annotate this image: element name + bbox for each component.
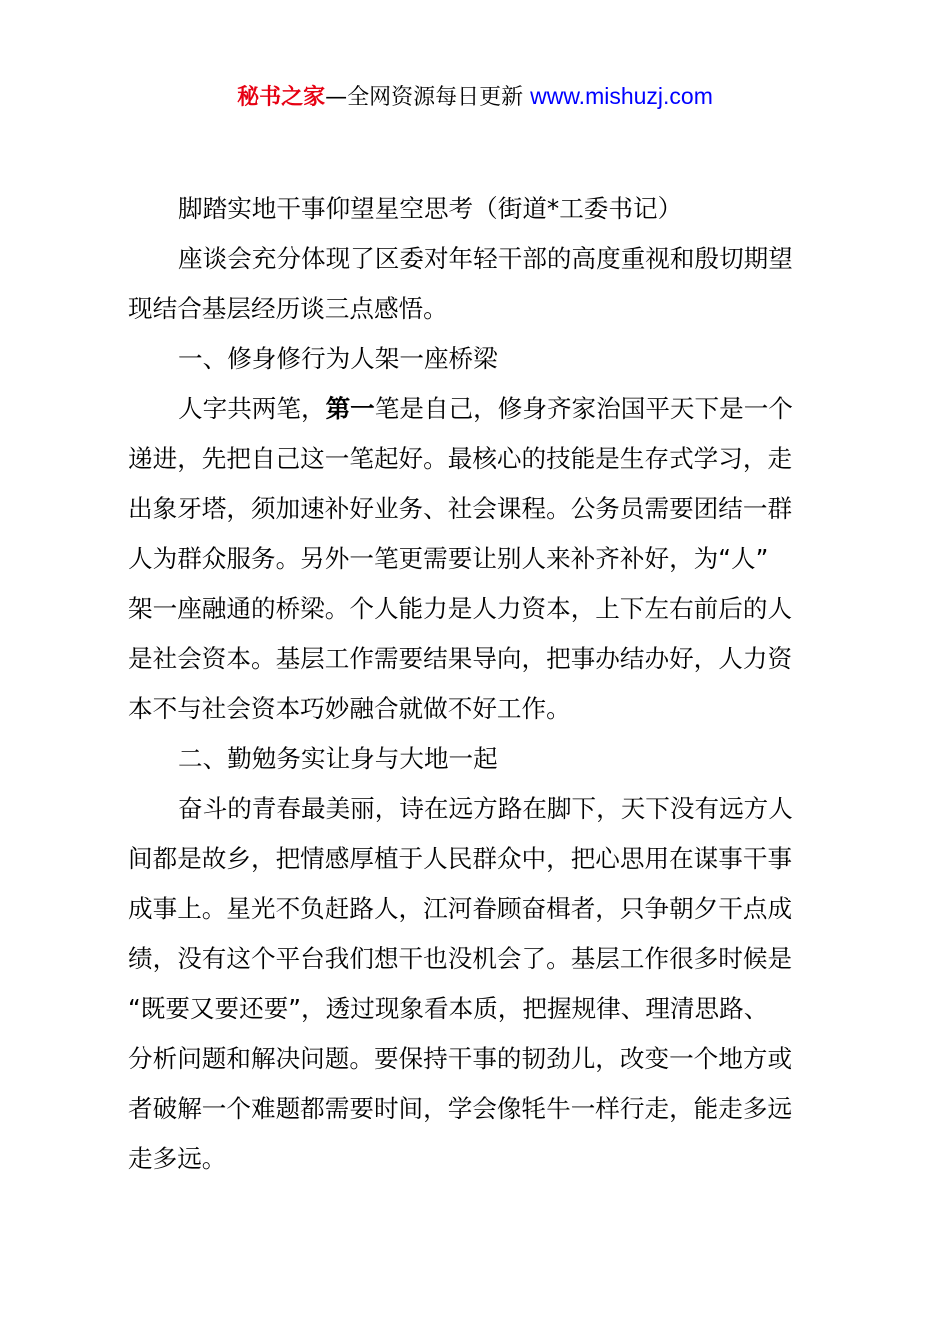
section-1-line-1-post: 笔是自己，修身齐家治国平天下是一个: [374, 394, 793, 423]
section-1-line-7: 本不与社会资本巧妙融合就做不好工作。: [128, 694, 571, 723]
section-2-line-8: 走多远。: [128, 1144, 227, 1173]
section-2-heading: 二、勤勉务实让身与大地一起: [178, 744, 498, 773]
section-1-line-1: [128, 384, 834, 434]
site-header: [0, 80, 950, 114]
section-1-paragraph: [128, 384, 834, 734]
section-2-line-6: 分析问题和解决问题。要保持干事的韧劲儿，改变一个地方或: [128, 1044, 793, 1073]
intro-line-2: 现结合基层经历谈三点感悟。: [128, 294, 448, 323]
section-2-line-5: “既要又要还要”，透过现象看本质，把握规律、理清思路、: [128, 994, 769, 1023]
bold-emphasis: 第一: [325, 394, 375, 423]
section-2-paragraph: [128, 784, 834, 1184]
section-2-line-4: 绩，没有这个平台我们想干也没机会了。基层工作很多时候是: [128, 944, 793, 973]
brand-name: 秘书之家: [237, 85, 326, 110]
header-tagline: —全网资源每日更新: [325, 85, 531, 110]
section-1-line-3: 出象牙塔，须加速补好业务、社会课程。公务员需要团结一群: [128, 494, 793, 523]
document-title: 脚踏实地干事仰望星空思考（街道*工委书记）: [178, 194, 683, 223]
section-1-line-5: 架一座融通的桥梁。个人能力是人力资本，上下左右前后的人: [128, 594, 793, 623]
section-2-line-7: 者破解一个难题都需要时间，学会像牦牛一样行走，能走多远: [128, 1094, 793, 1123]
section-2-line-3: 成事上。星光不负赶路人，江河眷顾奋楫者，只争朝夕干点成: [128, 894, 793, 923]
section-1-line-6: 是社会资本。基层工作需要结果导向，把事办结办好，人力资: [128, 644, 793, 673]
section-1-heading: 一、修身修行为人架一座桥梁: [178, 344, 498, 373]
section-1-line-1-pre: 人字共两笔，: [178, 394, 326, 423]
site-url-link[interactable]: www.mishuzj.com: [530, 83, 713, 109]
document-body: [128, 184, 834, 1184]
section-1-line-2: 递进，先把自己这一笔起好。最核心的技能是生存式学习，走: [128, 444, 793, 473]
section-1-line-4: 人为群众服务。另外一笔更需要让别人来补齐补好，为“人”: [128, 544, 769, 573]
intro-paragraph: [128, 234, 834, 334]
section-2-line-1: 奋斗的青春最美丽，诗在远方路在脚下，天下没有远方人: [178, 794, 793, 823]
section-2-line-2: 间都是故乡，把情感厚植于人民群众中，把心思用在谋事干事: [128, 844, 793, 873]
intro-line-1: 座谈会充分体现了区委对年轻干部的高度重视和殷切期望: [178, 244, 793, 273]
